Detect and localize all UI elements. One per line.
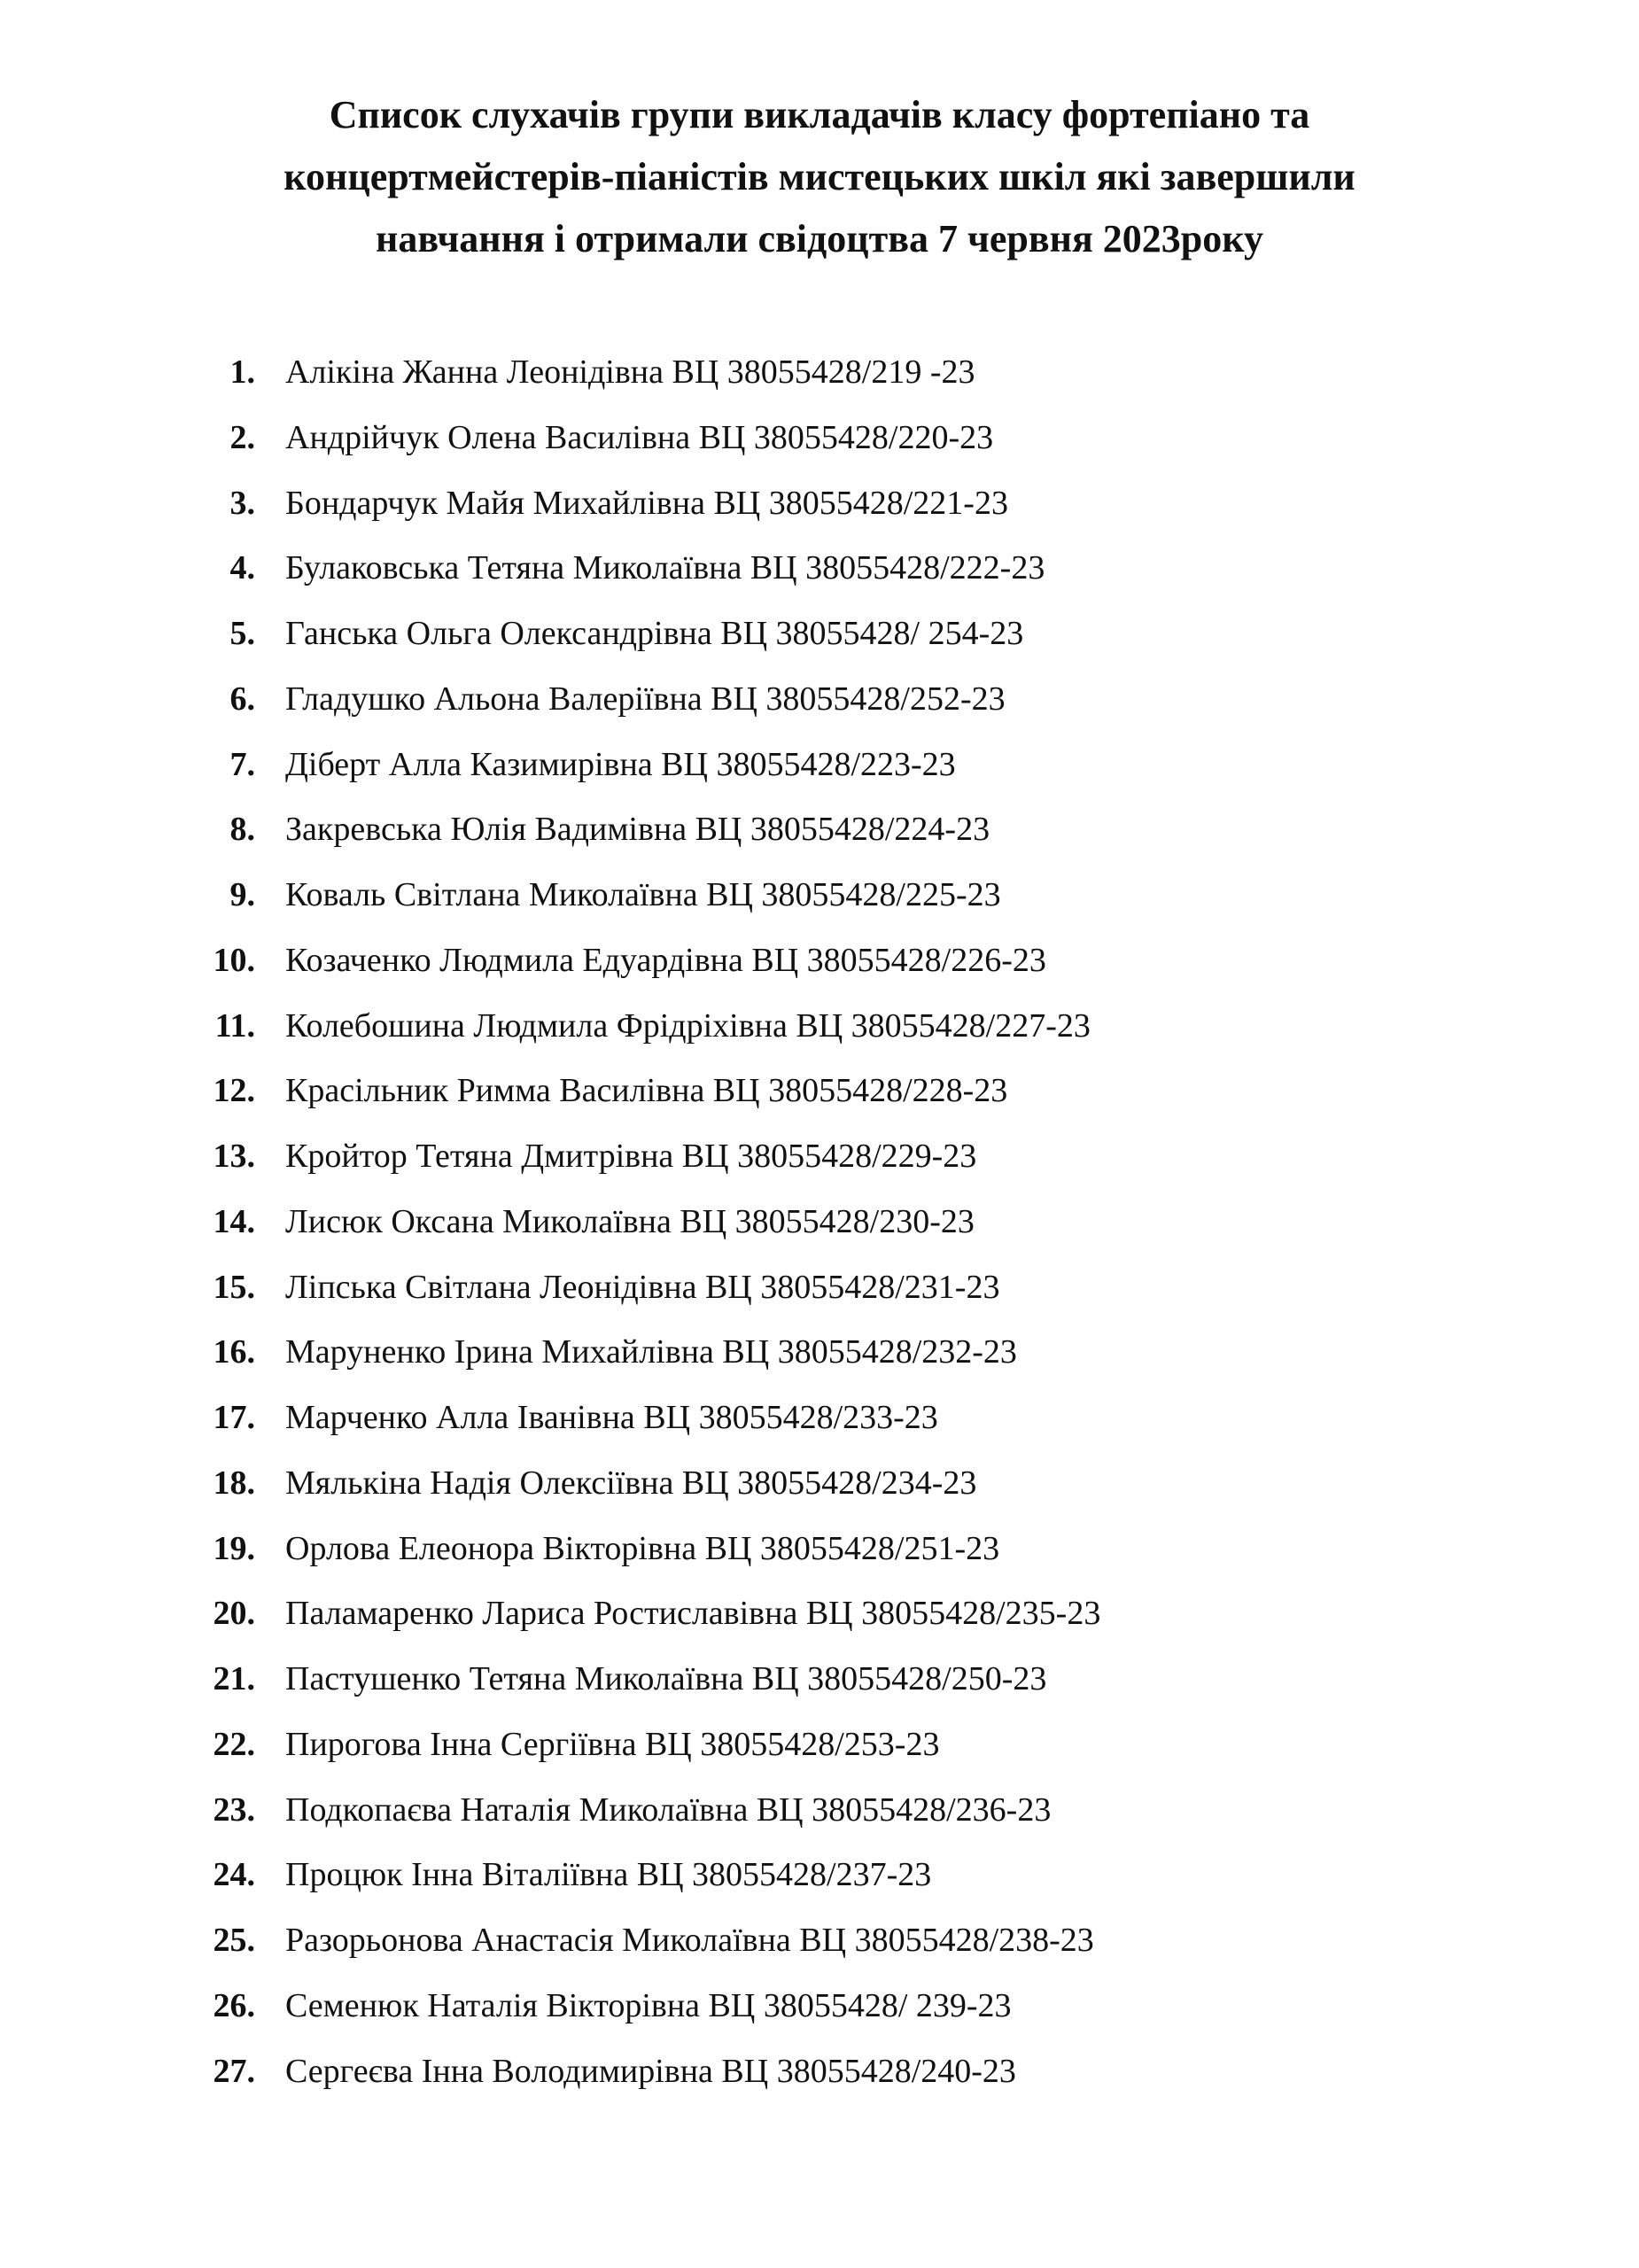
list-item (0, 738, 1639, 804)
title-line-2: концертмейстерів-піаністів мистецьких шкіл які завершили (284, 155, 1355, 199)
list-item (0, 1783, 1639, 1849)
list-item (0, 1718, 1639, 1783)
list-item (0, 999, 1639, 1065)
list-item (0, 1456, 1639, 1522)
item-number: 12. (213, 1072, 255, 1110)
item-number: 14. (213, 1202, 255, 1240)
item-text: Закревська Юлія Вадимівна ВЦ 38055428/224-23 (285, 811, 990, 849)
item-number: 7. (229, 745, 255, 783)
item-number: 25. (213, 1922, 255, 1959)
item-text: Сергеєва Інна Володимирівна ВЦ 38055428/240-23 (285, 2052, 1016, 2090)
list-item (0, 1261, 1639, 1326)
item-number: 2. (229, 418, 255, 456)
item-number: 16. (213, 1333, 255, 1371)
list-item (0, 1979, 1639, 2045)
item-text: Пастушенко Тетяна Миколаївна ВЦ 38055428/250-23 (285, 1660, 1047, 1697)
list-item (0, 411, 1639, 477)
list-item (0, 607, 1639, 672)
item-text: Процюк Інна Віталіївна ВЦ 38055428/237-23 (285, 1856, 932, 1894)
list-item (0, 1914, 1639, 1979)
document-title (0, 84, 1639, 270)
item-number: 11. (214, 1006, 255, 1045)
item-text: Кройтор Тетяна Дмитрівна ВЦ 38055428/229-23 (285, 1138, 977, 1175)
graduates-list (0, 346, 1639, 2109)
list-item (0, 1522, 1639, 1588)
list-item (0, 868, 1639, 934)
item-number: 23. (213, 1790, 255, 1829)
item-text: Діберт Алла Казимирівна ВЦ 38055428/223-23 (285, 745, 956, 783)
item-text: Лисюк Оксана Миколаївна ВЦ 38055428/230-23 (285, 1202, 975, 1240)
item-number: 9. (229, 876, 255, 913)
list-item (0, 1130, 1639, 1195)
item-text: Бондарчук Майя Михайлівна ВЦ 38055428/221-23 (285, 484, 1008, 522)
item-number: 3. (229, 484, 255, 522)
item-text: Гладушко Альона Валеріївна ВЦ 38055428/252-23 (285, 680, 1006, 718)
item-number: 24. (213, 1856, 255, 1894)
item-number: 20. (213, 1595, 255, 1633)
list-item (0, 1064, 1639, 1130)
list-item (0, 477, 1639, 542)
item-text: Марченко Алла Іванівна ВЦ 38055428/233-23 (285, 1399, 938, 1436)
list-item (0, 1652, 1639, 1718)
item-text: Орлова Елеонора Вікторівна ВЦ 38055428/251-23 (285, 1529, 1000, 1567)
item-number: 15. (213, 1268, 255, 1306)
item-text: Коваль Світлана Миколаївна ВЦ 38055428/225-23 (285, 876, 1001, 913)
item-text: Разорьонова Анастасія Миколаївна ВЦ 38055428/238-23 (285, 1922, 1094, 1959)
list-item (0, 1391, 1639, 1456)
list-item (0, 803, 1639, 868)
item-text: Ганська Ольга Олександрівна ВЦ 38055428/ 254-23 (285, 615, 1024, 652)
item-text: Маруненко Ірина Михайлівна ВЦ 38055428/232-23 (285, 1333, 1017, 1371)
item-number: 8. (229, 811, 255, 849)
item-number: 1. (229, 353, 255, 391)
item-text: Пирогова Інна Сергіївна ВЦ 38055428/253-23 (285, 1725, 940, 1763)
item-text: Паламаренко Лариса Ростиславівна ВЦ 38055428/235-23 (285, 1595, 1101, 1633)
item-text: Колебошина Людмила Фрідріхівна ВЦ 38055428/227-23 (285, 1006, 1091, 1045)
item-text: Козаченко Людмила Едуардівна ВЦ 38055428/226-23 (285, 941, 1046, 979)
title-line-3: навчання і отримали свідоцтва 7 червня 2023року (376, 217, 1263, 261)
item-number: 26. (213, 1986, 255, 2024)
item-text: Алікіна Жанна Леонідівна ВЦ 38055428/219 -23 (285, 353, 975, 391)
item-text: Ліпська Світлана Леонідівна ВЦ 38055428/231-23 (285, 1268, 1000, 1306)
item-number: 4. (229, 549, 255, 587)
item-number: 6. (229, 680, 255, 718)
item-number: 17. (213, 1399, 255, 1436)
list-item (0, 346, 1639, 411)
item-number: 19. (213, 1529, 255, 1567)
item-number: 27. (213, 2052, 255, 2090)
item-text: Булаковська Тетяна Миколаївна ВЦ 38055428/222-23 (285, 549, 1045, 587)
item-number: 18. (213, 1464, 255, 1502)
item-text: Подкопаєва Наталія Миколаївна ВЦ 38055428/236-23 (285, 1790, 1052, 1829)
item-number: 5. (229, 615, 255, 652)
item-number: 13. (213, 1138, 255, 1175)
item-text: Мялькіна Надія Олексіївна ВЦ 38055428/234-23 (285, 1464, 977, 1502)
item-text: Андрійчук Олена Василівна ВЦ 38055428/220-23 (285, 418, 994, 456)
list-item (0, 541, 1639, 607)
item-text: Семенюк Наталія Вікторівна ВЦ 38055428/ 239-23 (285, 1986, 1012, 2024)
list-item (0, 1587, 1639, 1652)
item-text: Красільник Римма Василівна ВЦ 38055428/228-23 (285, 1072, 1008, 1110)
list-item (0, 672, 1639, 738)
item-number: 21. (213, 1660, 255, 1697)
item-number: 22. (213, 1725, 255, 1763)
title-line-1: Список слухачів групи викладачів класу фортепіано та (329, 93, 1310, 137)
list-item (0, 2045, 1639, 2110)
list-item (0, 1195, 1639, 1261)
list-item (0, 934, 1639, 999)
item-number: 10. (213, 941, 255, 979)
list-item (0, 1325, 1639, 1391)
list-item (0, 1848, 1639, 1914)
